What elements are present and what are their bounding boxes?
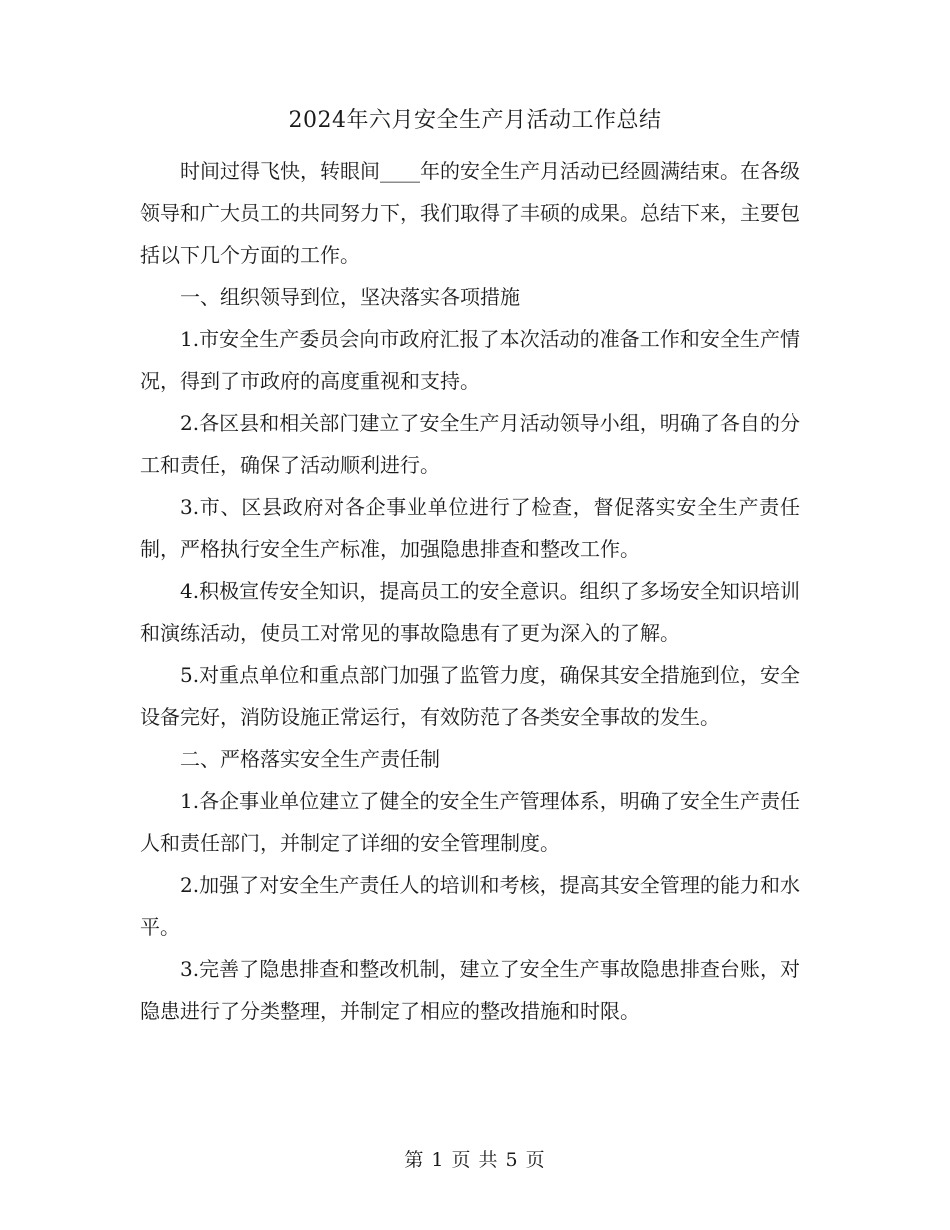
- paragraph-2-3: 3.完善了隐患排查和整改机制，建立了安全生产事故隐患排查台账，对隐患进行了分类整理，并制定了相应的整改措施和时限。: [140, 957, 800, 1023]
- section-heading-2: 二、严格落实安全生产责任制: [180, 747, 440, 771]
- paragraph-1-5: 5.对重点单位和重点部门加强了监管力度，确保其安全措施到位，安全设备完好，消防设施正常运行，有效防范了各类安全事故的发生。: [140, 663, 800, 729]
- paragraph-1-3: 3.市、区县政府对各企事业单位进行了检查，督促落实安全生产责任制，严格执行安全生产标准，加强隐患排查和整改工作。: [140, 495, 800, 561]
- paragraph-intro: 时间过得飞快，转眼间____年的安全生产月活动已经圆满结束。在各级领导和广大员工的共同努力下，我们取得了丰硕的成果。总结下来，主要包括以下几个方面的工作。: [140, 159, 800, 267]
- document-title: 2024年六月安全生产月活动工作总结: [288, 108, 662, 133]
- paragraph-1-2: 2.各区县和相关部门建立了安全生产月活动领导小组，明确了各自的分工和责任，确保了活动顺利进行。: [140, 411, 800, 477]
- document-body: [140, 150, 800, 1032]
- paragraph-1-1: 1.市安全生产委员会向市政府汇报了本次活动的准备工作和安全生产情况，得到了市政府的高度重视和支持。: [140, 327, 800, 393]
- paragraph-2-2: 2.加强了对安全生产责任人的培训和考核，提高其安全管理的能力和水平。: [140, 873, 800, 939]
- paragraph-2-1: 1.各企事业单位建立了健全的安全生产管理体系，明确了安全生产责任人和责任部门，并制定了详细的安全管理制度。: [140, 789, 800, 855]
- section-heading-1: 一、组织领导到位，坚决落实各项措施: [180, 285, 520, 309]
- paragraph-1-4: 4.积极宣传安全知识，提高员工的安全意识。组织了多场安全知识培训和演练活动，使员工对常见的事故隐患有了更为深入的了解。: [140, 579, 800, 645]
- page-number-footer: 第 1 页 共 5 页: [404, 1149, 546, 1171]
